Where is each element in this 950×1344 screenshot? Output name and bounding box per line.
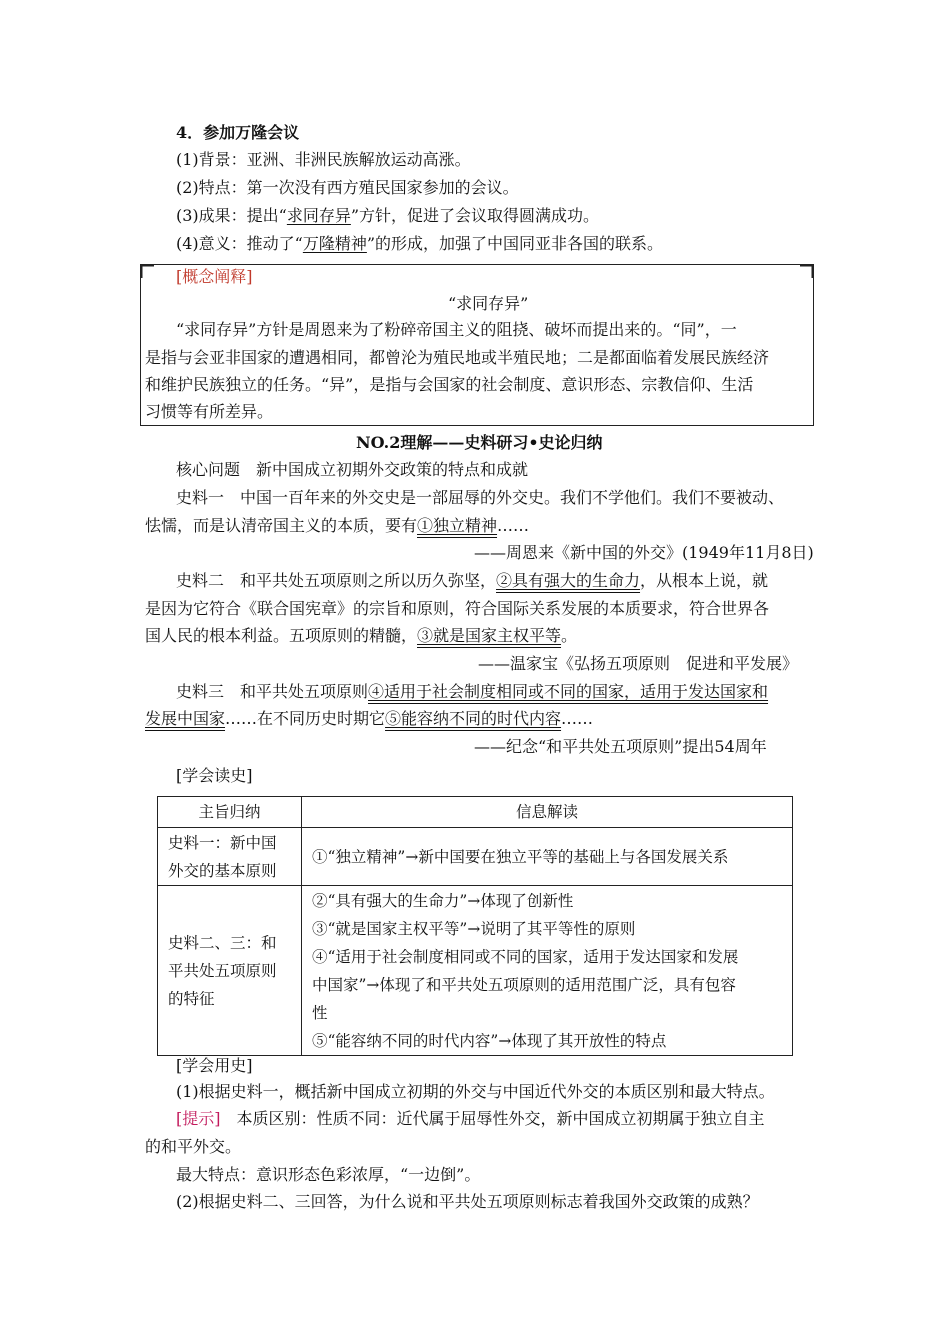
table-row [158, 886, 793, 1056]
table-cell [158, 886, 302, 1056]
cell-line: 的特征 [168, 989, 215, 1008]
text-run: …… [497, 516, 530, 535]
key-term: 万隆精神 [302, 234, 367, 253]
cell-line: 史料一：新中国 [168, 833, 277, 852]
text-run: 史料三 和平共处五项原则 [176, 682, 369, 701]
text-run: ，从根本上说，就 [640, 571, 769, 590]
cell-line: 史料二、三：和 [168, 933, 277, 952]
cell-line: 中国家”→体现了和平共处五项原则的适用范围广泛，具有包容 [312, 975, 736, 994]
source-text-line [176, 680, 768, 704]
concept-text-line: 是指与会亚非国家的遭遇相同，都曾沦为殖民地或半殖民地；二是都面临着发展民族经济 [145, 348, 770, 367]
section-item [176, 232, 663, 256]
marked-phrase: ④适用于社会制度相同或不同的国家，适用于发达国家和 [368, 682, 769, 701]
source-text-line [145, 624, 577, 648]
attribution: ——周恩来《新中国的外交》(1949年11月8日) [474, 543, 814, 562]
corner-mark-icon [140, 264, 154, 278]
text-run: 怯懦，而是认清帝国主义的本质，要有 [145, 516, 418, 535]
table-cell [302, 828, 793, 886]
cell-line: 外交的基本原则 [168, 861, 277, 880]
marked-phrase: ⑤能容纳不同的时代内容 [385, 709, 562, 728]
text-run: …… [561, 709, 594, 728]
table-header: 主旨归纳 [158, 797, 302, 828]
section-heading: 4．参加万隆会议 [176, 123, 300, 142]
corner-mark-icon [800, 264, 814, 278]
hint-text: 本质区别：性质不同：近代属于屈辱性外交，新中国成立初期属于独立自主 [220, 1109, 765, 1128]
cell-line: ②“具有强大的生命力”→体现了创新性 [312, 891, 574, 910]
cell-line: ③“就是国家主权平等”→说明了其平等性的原则 [312, 919, 636, 938]
section-heading: NO.2理解——史料研习•史论归纳 [356, 433, 603, 452]
source-text-line [145, 514, 529, 538]
text-run: ……在不同历史时期它 [225, 709, 386, 728]
cell-line: 性 [312, 1003, 328, 1022]
info-table [157, 796, 793, 1056]
source-text-line [176, 569, 768, 593]
answer-line: 最大特点：意识形态色彩浓厚，“一边倒”。 [176, 1165, 481, 1184]
table-header-row [158, 797, 793, 828]
question: (1)根据史料一，概括新中国成立初期的外交与中国近代外交的本质区别和最大特点。 [176, 1082, 775, 1101]
section-item [176, 204, 599, 228]
text-run: 。 [561, 626, 578, 645]
hint-line [176, 1107, 765, 1131]
source-text-line [145, 707, 593, 731]
attribution: ——温家宝《弘扬五项原则 促进和平发展》 [478, 654, 799, 673]
key-term: 求同存异 [286, 206, 351, 225]
concept-text-line: 和维护民族独立的任务。“异”，是指与会国家的社会制度、意识形态、宗教信仰、生活 [145, 375, 754, 394]
marked-phrase: ③就是国家主权平等 [417, 626, 562, 645]
text-run: 史料二 和平共处五项原则之所以历久弥坚， [176, 571, 497, 590]
source-text-line: 是因为它符合《联合国宪章》的宗旨和原则，符合国际关系发展的本质要求，符合世界各 [145, 599, 770, 618]
hint-tag: [提示] [176, 1109, 221, 1128]
core-question: 核心问题 新中国成立初期外交政策的特点和成就 [176, 460, 529, 479]
section-item: (1)背景：亚洲、非洲民族解放运动高涨。 [176, 150, 471, 169]
item-text: (3)成果：提出“ [176, 206, 287, 225]
marked-phrase: ①独立精神 [417, 516, 498, 535]
cell-line: ①“独立精神”→新中国要在独立平等的基础上与各国发展关系 [312, 847, 729, 866]
cell-line: ⑤“能容纳不同的时代内容”→体现了其开放性的特点 [312, 1031, 667, 1050]
item-text: (4)意义：推动了“ [176, 234, 303, 253]
concept-tag: [概念阐释] [176, 267, 253, 286]
table-cell [302, 886, 793, 1056]
concept-title: “求同存异” [448, 294, 529, 313]
hint-line: 的和平外交。 [145, 1137, 242, 1156]
attribution: ——纪念“和平共处五项原则”提出54周年 [474, 737, 767, 756]
table-cell [158, 828, 302, 886]
read-history-tag: [学会读史] [176, 766, 253, 785]
section-item: (2)特点：第一次没有西方殖民国家参加的会议。 [176, 178, 519, 197]
cell-line: ④“适用于社会制度相同或不同的国家，适用于发达国家和发展 [312, 947, 739, 966]
table-row [158, 828, 793, 886]
source-text-line: 史料一 中国一百年来的外交史是一部屈辱的外交史。我们不学他们。我们不要被动、 [176, 488, 785, 507]
item-text: ”方针，促进了会议取得圆满成功。 [350, 206, 600, 225]
marked-phrase: 发展中国家 [145, 709, 226, 728]
item-text: ”的形成，加强了中国同亚非各国的联系。 [366, 234, 664, 253]
marked-phrase: ②具有强大的生命力 [496, 571, 641, 590]
question: (2)根据史料二、三回答，为什么说和平共处五项原则标志着我国外交政策的成熟？ [176, 1192, 759, 1211]
use-history-tag: [学会用史] [176, 1056, 253, 1075]
table-header: 信息解读 [302, 797, 793, 828]
concept-text-line: 习惯等有所差异。 [145, 402, 274, 421]
text-run: 国人民的根本利益。五项原则的精髓， [145, 626, 418, 645]
concept-text-line: “求同存异”方针是周恩来为了粉碎帝国主义的阻挠、破坏而提出来的。“同”，一 [176, 320, 737, 339]
cell-line: 平共处五项原则 [168, 961, 277, 980]
